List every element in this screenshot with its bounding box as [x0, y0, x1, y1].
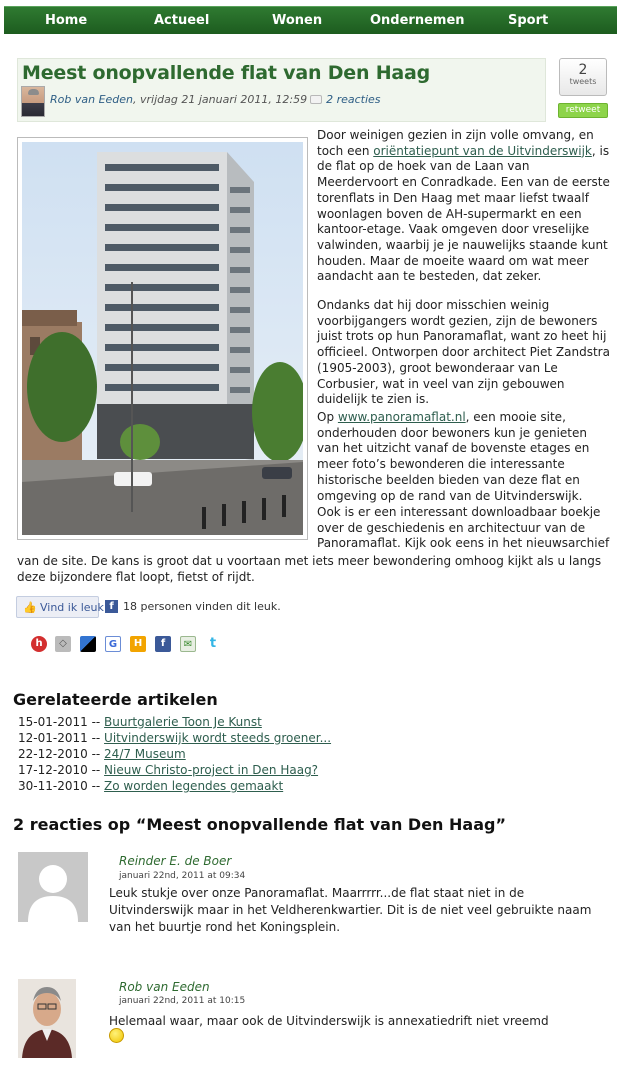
comments-heading: 2 reacties op “Meest onopvallende flat van Den Haag” [13, 815, 506, 834]
related-item [18, 763, 318, 777]
retweet-button[interactable]: retweet [558, 103, 608, 118]
author-name[interactable]: Rob van Eeden [50, 93, 134, 106]
tweet-label: tweets [569, 77, 597, 86]
related-sep: -- [87, 763, 105, 777]
twitter-icon[interactable]: t [205, 636, 221, 652]
paragraph-3 [317, 410, 610, 504]
p1-text-b: , is de flat op de hoek van de Laan van Meerdervoort en Conradkade. Een van de eerste torenflats in Den Haag met maar liefst twaalf woonlagen boven de AH-supermarkt en een kantoor-etage. Vaak omgeven door vreselijke valwinden, waarbij je je nauwelijks staande kunt houden. Maar de moeite waard om wat meer aandacht aan te besteden, dat zeker. [317, 143, 610, 284]
nav-actueel[interactable]: Actueel [154, 13, 210, 28]
tweet-count: 2 [578, 62, 588, 78]
p3-text-a: Op [317, 410, 338, 424]
top-navigation [0, 0, 620, 38]
nav-wonen[interactable]: Wonen [272, 13, 323, 28]
related-date: 15-01-2011 [18, 715, 88, 729]
like-label: Vind ik leuk [40, 601, 104, 614]
related-sep: -- [87, 731, 105, 745]
panoramaflat-link[interactable]: www.panoramaflat.nl [337, 410, 466, 424]
delicious-icon[interactable] [80, 636, 96, 652]
nujij-icon[interactable]: H [130, 636, 146, 652]
author-avatar [18, 979, 76, 1058]
related-item [18, 731, 331, 745]
tweet-counter [559, 58, 607, 96]
panoramaflat-photo [22, 142, 303, 535]
related-link[interactable]: Buurtgalerie Toon Je Kunst [104, 715, 262, 729]
facebook-like-button[interactable] [16, 596, 104, 618]
nav-sport[interactable]: Sport [508, 13, 549, 28]
paragraph-1 [317, 128, 610, 285]
google-icon[interactable]: G [105, 636, 121, 652]
related-date: 17-12-2010 [18, 763, 88, 777]
related-sep: -- [87, 747, 105, 761]
p1-text-a: Door weinigen gezien in zijn volle omvang, en toch een [317, 128, 594, 158]
article-photo [17, 137, 308, 540]
thumbs-up-icon: 👍 [23, 601, 37, 614]
related-date: 12-01-2011 [18, 731, 88, 745]
related-link[interactable]: 24/7 Museum [104, 747, 186, 761]
default-avatar-icon [18, 852, 88, 922]
comment-author[interactable]: Rob van Eeden [119, 980, 210, 994]
related-link[interactable]: Uitvinderswijk wordt steeds groener... [104, 731, 332, 745]
comment-date: januari 22nd, 2011 at 09:34 [119, 871, 246, 881]
related-item [18, 715, 262, 729]
delicious-grey-icon[interactable]: ◇ [55, 636, 71, 652]
nav-home[interactable]: Home [45, 13, 88, 28]
smiley-icon [109, 1028, 124, 1043]
author-avatar [21, 86, 45, 117]
like-count: 18 personen vinden dit leuk. [123, 600, 281, 613]
paragraph-2: Ondanks dat hij door misschien weinig voorbijgangers wordt gezien, zijn de bewoners juist trots op hun Panoramaflat, want zo heet hij officieel. Ontworpen door architect Piet Zandstra (1905-2003), groot bewonderaar van Le Corbusier, wat in veel van zijn gebouwen duidelijk te zien is. [317, 298, 610, 407]
related-heading: Gerelateerde artikelen [13, 690, 218, 709]
comment-text: Helemaal waar, maar ook de Uitvinderswijk is annexatiedrift niet vreemd [109, 1014, 549, 1028]
email-icon[interactable]: ✉ [180, 636, 196, 652]
related-sep: -- [87, 779, 105, 793]
hyves-icon[interactable]: h [31, 636, 47, 652]
replies-link[interactable]: 2 reacties [326, 93, 381, 106]
comment-bubble-icon [310, 95, 322, 104]
comment-author[interactable]: Reinder E. de Boer [119, 854, 232, 868]
nav-ondernemen[interactable]: Ondernemen [370, 13, 465, 28]
related-sep: -- [87, 715, 105, 729]
comment-date: januari 22nd, 2011 at 10:15 [119, 996, 246, 1006]
orientatiepunt-link[interactable]: oriëntatiepunt van de Uitvinderswijk [373, 143, 592, 158]
related-item [18, 779, 283, 793]
facebook-share-icon[interactable]: f [155, 636, 171, 652]
related-date: 30-11-2010 [18, 779, 88, 793]
facebook-icon: f [105, 600, 118, 613]
paragraph-5: van de site. De kans is groot dat u voortaan met iets meer bewondering omhoog kijkt als u langs deze bijzondere flat loopt, fietst of rijdt. [17, 554, 602, 584]
comment-text: Leuk stukje over onze Panoramaflat. Maarrrrr...de flat staat niet in de Uitvinderswijk maar in het Veldherenkwartier. Dit is de niet veel gebruikte naam van het buurtje rond het Koningsplein. [109, 886, 592, 934]
page-title[interactable]: Meest onopvallende flat van Den Haag [22, 62, 431, 84]
post-date: , vrijdag 21 januari 2011, 12:59 [133, 93, 308, 106]
paragraph-4: Ook is er een interessant downloadbaar boekje over de geschiedenis en architectuur van de Panoramaflat. Kijk ook eens in het nieuwsarchief [317, 505, 610, 551]
related-link[interactable]: Zo worden legendes gemaakt [104, 779, 284, 793]
p3-text-b: , een mooie site, onderhouden door bewoners kun je genieten van het uitzicht vanaf de bovenste etages en meer foto’s bewonderen die interessante historische beelden bieden van deze flat en omgeving op de rand van de Uitvinderswijk. [317, 410, 590, 503]
related-date: 22-12-2010 [18, 747, 88, 761]
nav-bar [4, 6, 617, 34]
related-item [18, 747, 186, 761]
byline [50, 93, 381, 106]
related-link[interactable]: Nieuw Christo-project in Den Haag? [104, 763, 319, 777]
